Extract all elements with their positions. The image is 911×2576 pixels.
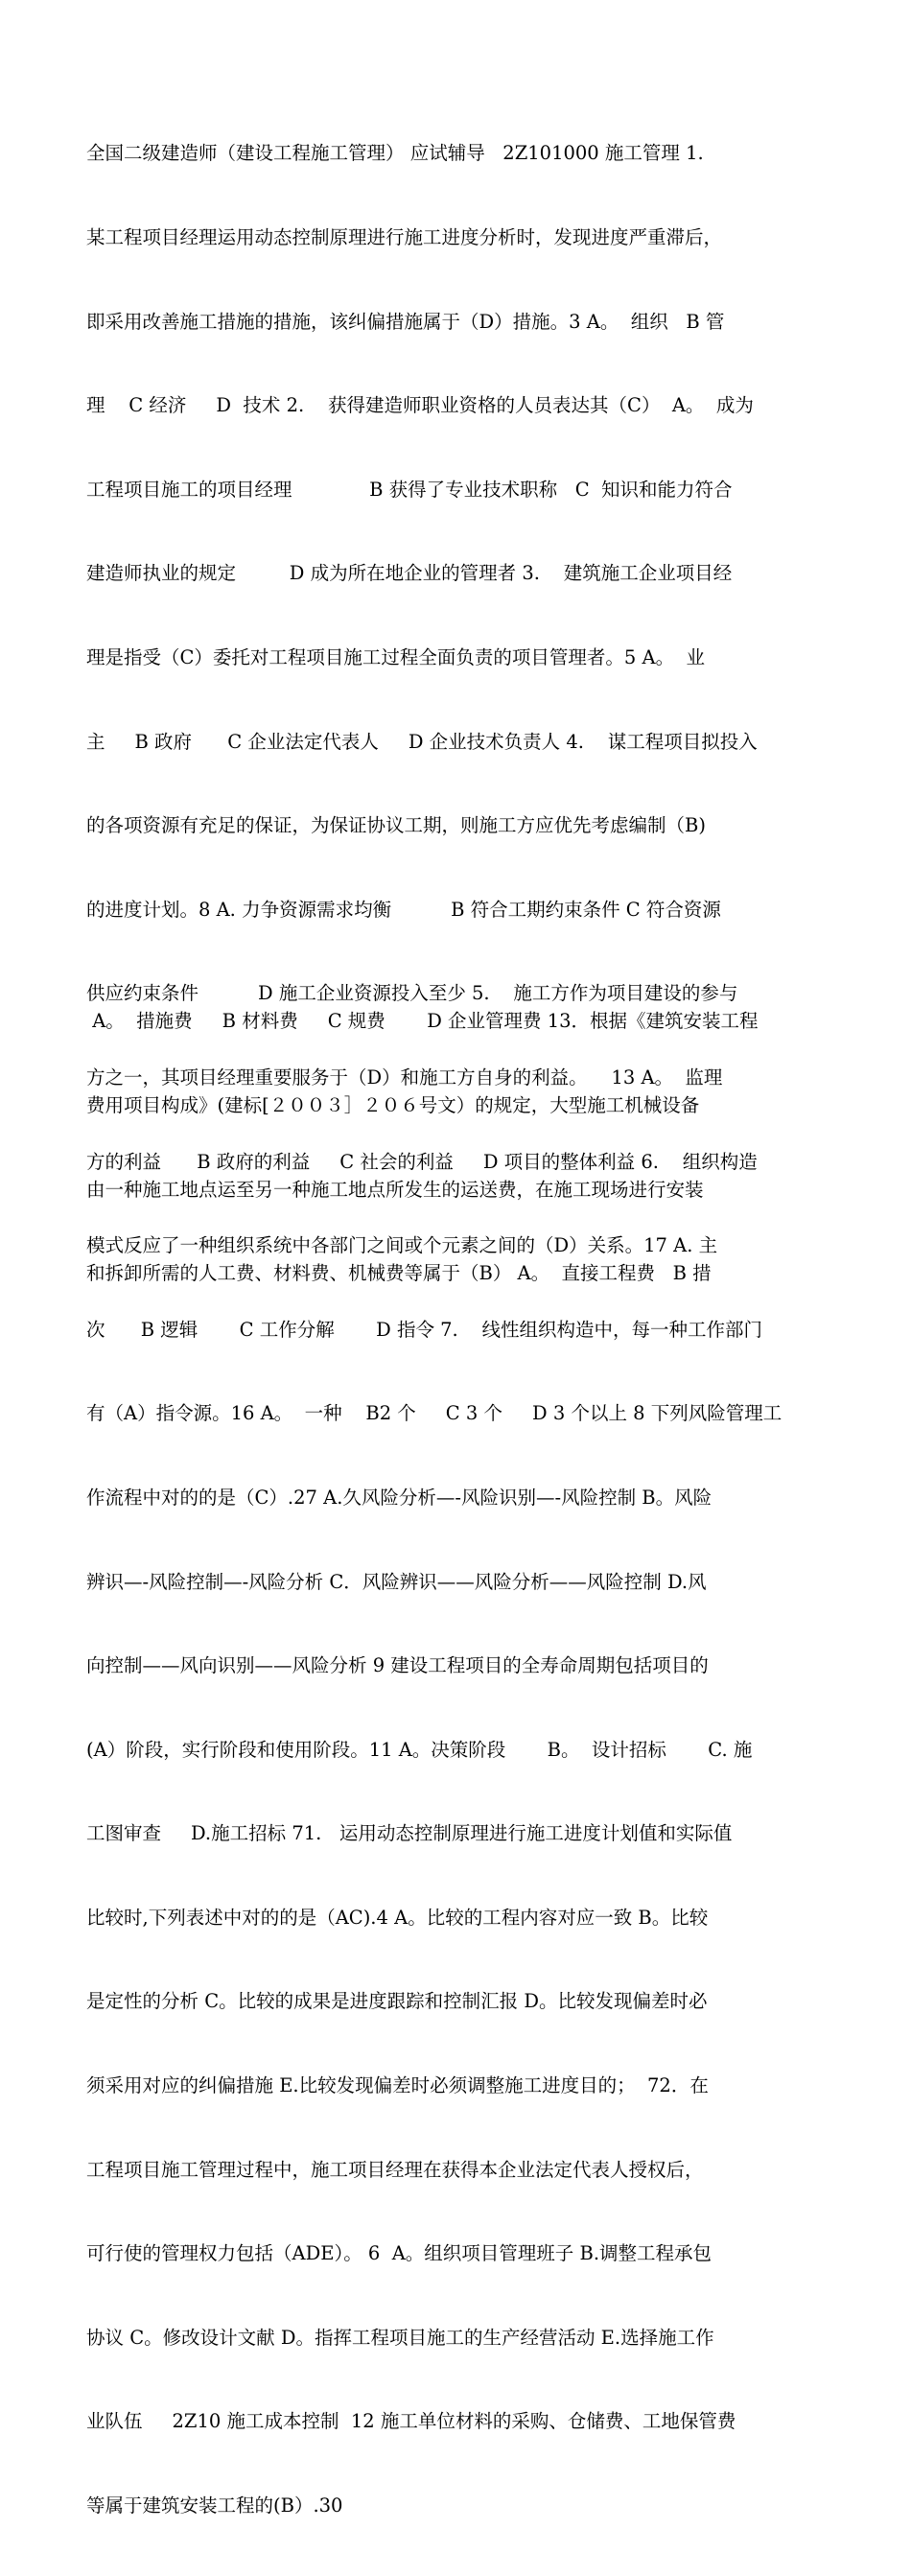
text-line: 理 C 经济 D 技术 2. 获得建造师职业资格的人员表达其（C） A。 成为	[86, 394, 754, 417]
text-line: 模式反应了一种组织系统中各部门之间或个元素之间的（D）关系。17 A. 主	[86, 1234, 718, 1257]
text-line: 全国二级建造师（建设工程施工管理） 应试辅导 2Z101000 施工管理 1.	[86, 142, 704, 165]
text-line: 可行使的管理权力包括（ADE）。 6 A。组织项目管理班子 B.调整工程承包	[86, 2242, 712, 2265]
text-line: 主 B 政府 C 企业法定代表人 D 企业技术负责人 4. 谋工程项目拟投入	[86, 730, 758, 753]
text-line: 业队伍 2Z10 施工成本控制 12 施工单位材料的采购、仓储费、工地保管费	[86, 2410, 736, 2433]
text-line: 方之一，其项目经理重要服务于（D）和施工方自身的利益。 13 A。 监理	[86, 1066, 723, 1089]
text-line: 有（A）指令源。16 A。 一种 B2 个 C 3 个 D 3 个以上 8 下列风险管理工	[86, 1402, 783, 1425]
text-line: 辨识—-风险控制—-风险分析 C．风险辨识——风险分析——风险控制 D.风	[86, 1570, 707, 1593]
text-line: 工程项目施工的项目经理 B 获得了专业技术职称 C 知识和能力符合	[86, 478, 733, 501]
text-line: 工程项目施工管理过程中，施工项目经理在获得本企业法定代表人授权后，	[86, 2158, 704, 2181]
text-line: 次 B 逻辑 C 工作分解 D 指令 7. 线性组织构造中，每一种工作部门	[86, 1318, 763, 1341]
text-line: 方的利益 B 政府的利益 C 社会的利益 D 项目的整体利益 6. 组织构造	[86, 1150, 758, 1173]
text-line: 即采用改善施工措施的措施，该纠偏措施属于（D）措施。3 A。 组织 B 管	[86, 310, 725, 333]
text-line: 协议 C。修改设计文献 D。指挥工程项目施工的生产经营活动 E.选择施工作	[86, 2326, 714, 2349]
paragraph-2	[86, 951, 844, 1344]
text-line: 作流程中对的的是（C）.27 A.久风险分析—-风险识别—-风险控制 B。风险	[86, 1486, 712, 1509]
text-line: 等属于建筑安装工程的(B）.30	[86, 2494, 343, 2517]
text-line: 工图审查 D.施工招标 71. 运用动态控制原理进行施工进度计划值和实际值	[86, 1822, 733, 1845]
text-line: 是定性的分析 C。比较的成果是进度跟踪和控制汇报 D。比较发现偏差时必	[86, 1990, 708, 2013]
text-line: 理是指受（C）委托对工程项目施工过程全面负责的项目管理者。5 A。 业	[86, 645, 706, 668]
text-line: 须采用对应的纠偏措施 E.比较发现偏差时必须调整施工进度目的； 72．在	[86, 2074, 709, 2097]
text-line: A。 措施费 B 材料费 C 规费 D 企业管理费 13．根据《建筑安装工程	[86, 1010, 759, 1033]
text-line: 和拆卸所需的人工费、材料费、机械费等属于（B） A。 直接工程费 B 措	[86, 1262, 712, 1285]
text-line: 的各项资源有充足的保证，为保证协议工期，则施工方应优先考虑编制（B)	[86, 814, 706, 837]
text-line: 供应约束条件 D 施工企业资源投入至少 5. 施工方作为项目建设的参与	[86, 982, 738, 1005]
text-line: 某工程项目经理运用动态控制原理进行施工进度分析时，发现进度严重滞后，	[86, 226, 723, 248]
text-line: 由一种施工地点运至另一种施工地点所发生的运送费，在施工现场进行安装	[86, 1178, 704, 1201]
text-line: (A）阶段，实行阶段和使用阶段。11 A。决策阶段 B。 设计招标 C. 施	[86, 1738, 753, 1761]
text-line: 建造师执业的规定 D 成为所在地企业的管理者 3. 建筑施工企业项目经	[86, 562, 733, 585]
text-line: 比较时,下列表述中对的的是（AC).4 A。比较的工程内容对应一致 B。比较	[86, 1906, 709, 1929]
text-line: 费用项目构成》(建标[２００３］２０６号文）的规定，大型施工机械设备	[86, 1094, 700, 1116]
text-line: 的进度计划。8 A. 力争资源需求均衡 B 符合工期约束条件 C 符合资源	[86, 898, 721, 921]
text-line: 向控制——风向识别——风险分析 9 建设工程项目的全寿命周期包括项目的	[86, 1654, 709, 1677]
